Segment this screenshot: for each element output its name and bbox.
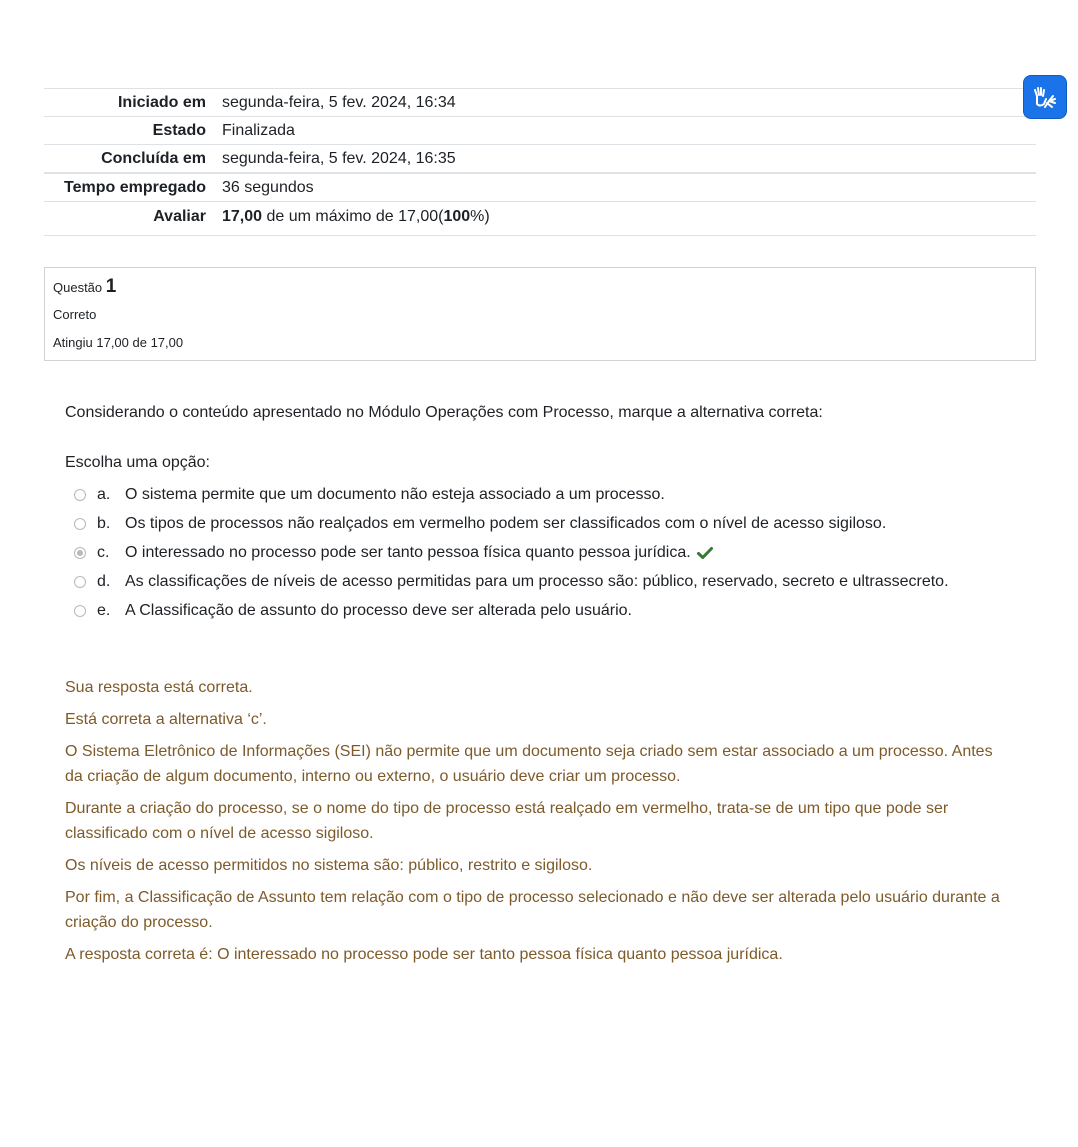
feedback-right-answer: A resposta correta é: O interessado no processo pode ser tanto pessoa física quanto pessoa jurídica.	[65, 946, 783, 963]
summary-label: Avaliar	[44, 202, 214, 236]
summary-value: segunda-feira, 5 fev. 2024, 16:34	[214, 89, 1036, 117]
answer-letter: d.	[97, 573, 111, 591]
answer-letter: e.	[97, 602, 111, 620]
summary-value: 36 segundos	[214, 173, 1036, 202]
feedback-paragraph: O Sistema Eletrônico de Informações (SEI) não permite que um documento seja criado sem estar associado a um processo. Antes da criação de algum documento, interno ou externo, o usuário deve criar um processo.	[65, 743, 993, 785]
answer-radio-selected[interactable]	[74, 547, 86, 559]
summary-label: Iniciado em	[44, 89, 214, 117]
answer-option-a[interactable]	[74, 480, 949, 509]
answer-list	[74, 480, 949, 626]
grade-suffix: %)	[470, 208, 490, 225]
summary-grade-value	[214, 202, 1036, 236]
feedback-paragraph: Durante a criação do processo, se o nome do tipo de processo está realçado em vermelho, trata-se de um tipo que pode ser classificado com o nível de acesso sigiloso.	[65, 800, 949, 842]
summary-label: Estado	[44, 117, 214, 145]
summary-value: segunda-feira, 5 fev. 2024, 16:35	[214, 145, 1036, 174]
feedback-paragraph: Os níveis de acesso permitidos no sistema são: público, restrito e sigiloso.	[65, 857, 593, 874]
answer-option-d[interactable]	[74, 568, 949, 597]
feedback-paragraph: Por fim, a Classificação de Assunto tem relação com o tipo de processo selecionado e não deve ser alterada pelo usuário durante a criação do processo.	[65, 889, 1000, 931]
feedback-general: Sua resposta está correta.	[65, 679, 253, 696]
summary-value: Finalizada	[214, 117, 1036, 145]
check-icon	[697, 546, 713, 560]
question-number-prefix: Questão	[53, 280, 106, 295]
question-number-value: 1	[105, 276, 117, 297]
summary-label: Concluída em	[44, 145, 214, 174]
answer-option-e[interactable]	[74, 597, 949, 626]
summary-row-grade	[44, 202, 1036, 236]
answer-text: Os tipos de processos não realçados em vermelho podem ser classificados com o nível de acesso sigiloso.	[125, 514, 887, 532]
grade-middle: de um máximo de 17,00(	[262, 208, 444, 225]
question-text: Considerando o conteúdo apresentado no Módulo Operações com Processo, marque a alternativa correta:	[65, 404, 823, 421]
answer-letter: a.	[97, 485, 111, 503]
answer-text: O sistema permite que um documento não esteja associado a um processo.	[125, 485, 665, 503]
answer-option-b[interactable]	[74, 509, 949, 538]
summary-label: Tempo empregado	[44, 173, 214, 202]
summary-row-started	[44, 89, 1036, 117]
answer-prompt: Escolha uma opção:	[65, 454, 210, 471]
feedback-section	[65, 675, 1005, 974]
summary-row-state	[44, 117, 1036, 145]
answer-text: A Classificação de assunto do processo deve ser alterada pelo usuário.	[125, 602, 632, 620]
answer-option-c[interactable]	[74, 538, 949, 567]
feedback-paragraph: Está correta a alternativa ‘c’.	[65, 711, 267, 728]
answer-text: O interessado no processo pode ser tanto pessoa física quanto pessoa jurídica.	[125, 543, 691, 561]
summary-row-time-taken	[44, 173, 1036, 202]
summary-row-completed	[44, 145, 1036, 174]
quiz-summary-table	[44, 88, 1036, 236]
accessibility-sign-language-button[interactable]	[1023, 75, 1067, 119]
grade-score: 17,00	[222, 208, 263, 225]
answer-radio[interactable]	[74, 518, 86, 530]
answer-radio[interactable]	[74, 489, 86, 501]
question-info-box	[44, 267, 1036, 361]
answer-radio[interactable]	[74, 576, 86, 588]
answer-radio[interactable]	[74, 605, 86, 617]
question-state: Correto	[53, 307, 97, 322]
question-mark: Atingiu 17,00 de 17,00	[53, 335, 184, 350]
answer-text: As classificações de níveis de acesso permitidas para um processo são: público, reservado, secreto e ultrassecreto.	[125, 573, 949, 591]
grade-percent: 100	[443, 208, 471, 225]
question-number	[53, 274, 1027, 301]
answer-letter: b.	[97, 514, 111, 532]
answer-letter: c.	[97, 543, 110, 561]
sign-language-hands-icon	[1031, 83, 1059, 111]
